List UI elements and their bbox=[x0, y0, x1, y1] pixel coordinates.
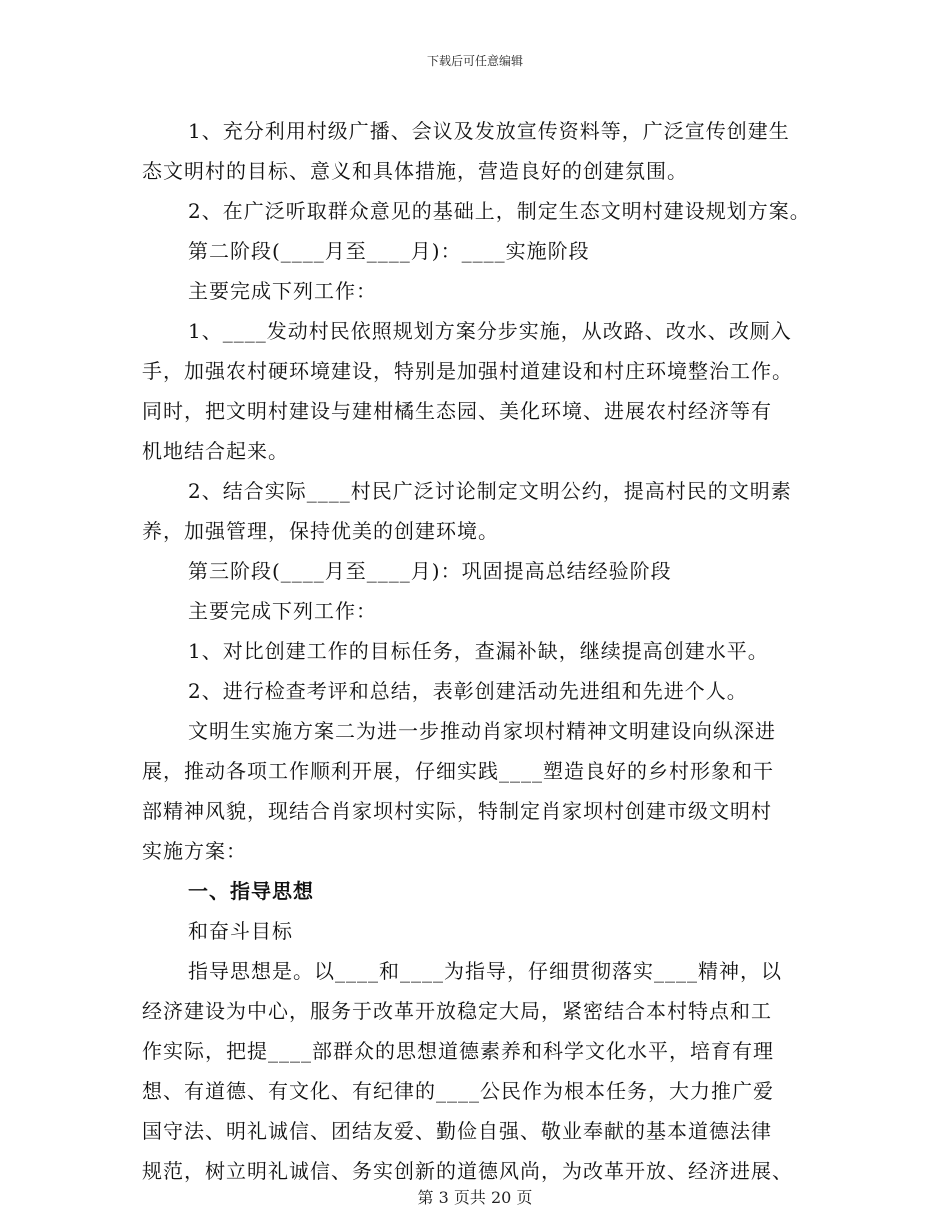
text-line: 1、____发动村民依照规划方案分步实施，从改路、改水、改厕入 bbox=[188, 319, 792, 343]
text-line: 2、进行检查考评和总结，表彰创建活动先进组和先进个人。 bbox=[188, 679, 748, 703]
text-line: 想、有道德、有文化、有纪律的____公民作为根本任务，大力推广爱 bbox=[142, 1079, 774, 1103]
text-line: 展，推动各项工作顺利开展，仔细实践____塑造良好的乡村形象和干 bbox=[142, 759, 774, 783]
page-number: 第 3 页共 20 页 bbox=[417, 1188, 533, 1207]
page-header: 下载后可任意编辑 bbox=[426, 54, 523, 68]
text-line: 手，加强农村硬环境建设，特别是加强村道建设和村庄环境整治工作。 bbox=[142, 359, 793, 383]
text-line: 和奋斗目标 bbox=[188, 919, 293, 943]
text-line: 主要完成下列工作： bbox=[188, 599, 377, 623]
text-line: 第三阶段(____月至____月)：巩固提高总结经验阶段 bbox=[188, 559, 672, 583]
text-line: 文明生实施方案二为进一步推动肖家坝村精神文明建设向纵深进 bbox=[188, 719, 776, 743]
text-line: 2、在广泛听取群众意见的基础上，制定生态文明村建设规划方案。 bbox=[188, 199, 811, 223]
document-body bbox=[142, 111, 822, 1191]
text-line: 同时，把文明村建设与建柑橘生态园、美化环境、进展农村经济等有 bbox=[142, 399, 772, 423]
text-line: 1、对比创建工作的目标任务，查漏补缺，继续提高创建水平。 bbox=[188, 639, 769, 663]
text-line: 部精神风貌，现结合肖家坝村实际，特制定肖家坝村创建市级文明村 bbox=[142, 799, 772, 823]
text-line: 养，加强管理，保持优美的创建环境。 bbox=[142, 519, 499, 543]
text-line: 机地结合起来。 bbox=[142, 439, 289, 463]
section-heading: 一、指导思想 bbox=[188, 879, 314, 903]
text-line: 经济建设为中心，服务于改革开放稳定大局，紧密结合本村特点和工 bbox=[142, 999, 772, 1023]
text-line: 作实际，把提____部群众的思想道德素养和科学文化水平，培育有理 bbox=[142, 1039, 774, 1063]
text-line: 规范，树立明礼诚信、务实创新的道德风尚，为改革开放、经济进展、 bbox=[142, 1159, 793, 1183]
text-line: 态文明村的目标、意义和具体措施，营造良好的创建氛围。 bbox=[142, 159, 688, 183]
text-line: 主要完成下列工作： bbox=[188, 279, 377, 303]
text-line: 第二阶段(____月至____月)：____实施阶段 bbox=[188, 239, 590, 263]
text-line: 国守法、明礼诚信、团结友爱、勤俭自强、敬业奉献的基本道德法律 bbox=[142, 1119, 772, 1143]
text-line: 2、结合实际____村民广泛讨论制定文明公约，提高村民的文明素 bbox=[188, 479, 792, 503]
text-line: 1、充分利用村级广播、会议及发放宣传资料等，广泛宣传创建生 bbox=[188, 119, 790, 143]
text-line: 指导思想是。以____和____为指导，仔细贯彻落实____精神，以 bbox=[188, 959, 782, 983]
text-line: 实施方案： bbox=[142, 839, 247, 863]
